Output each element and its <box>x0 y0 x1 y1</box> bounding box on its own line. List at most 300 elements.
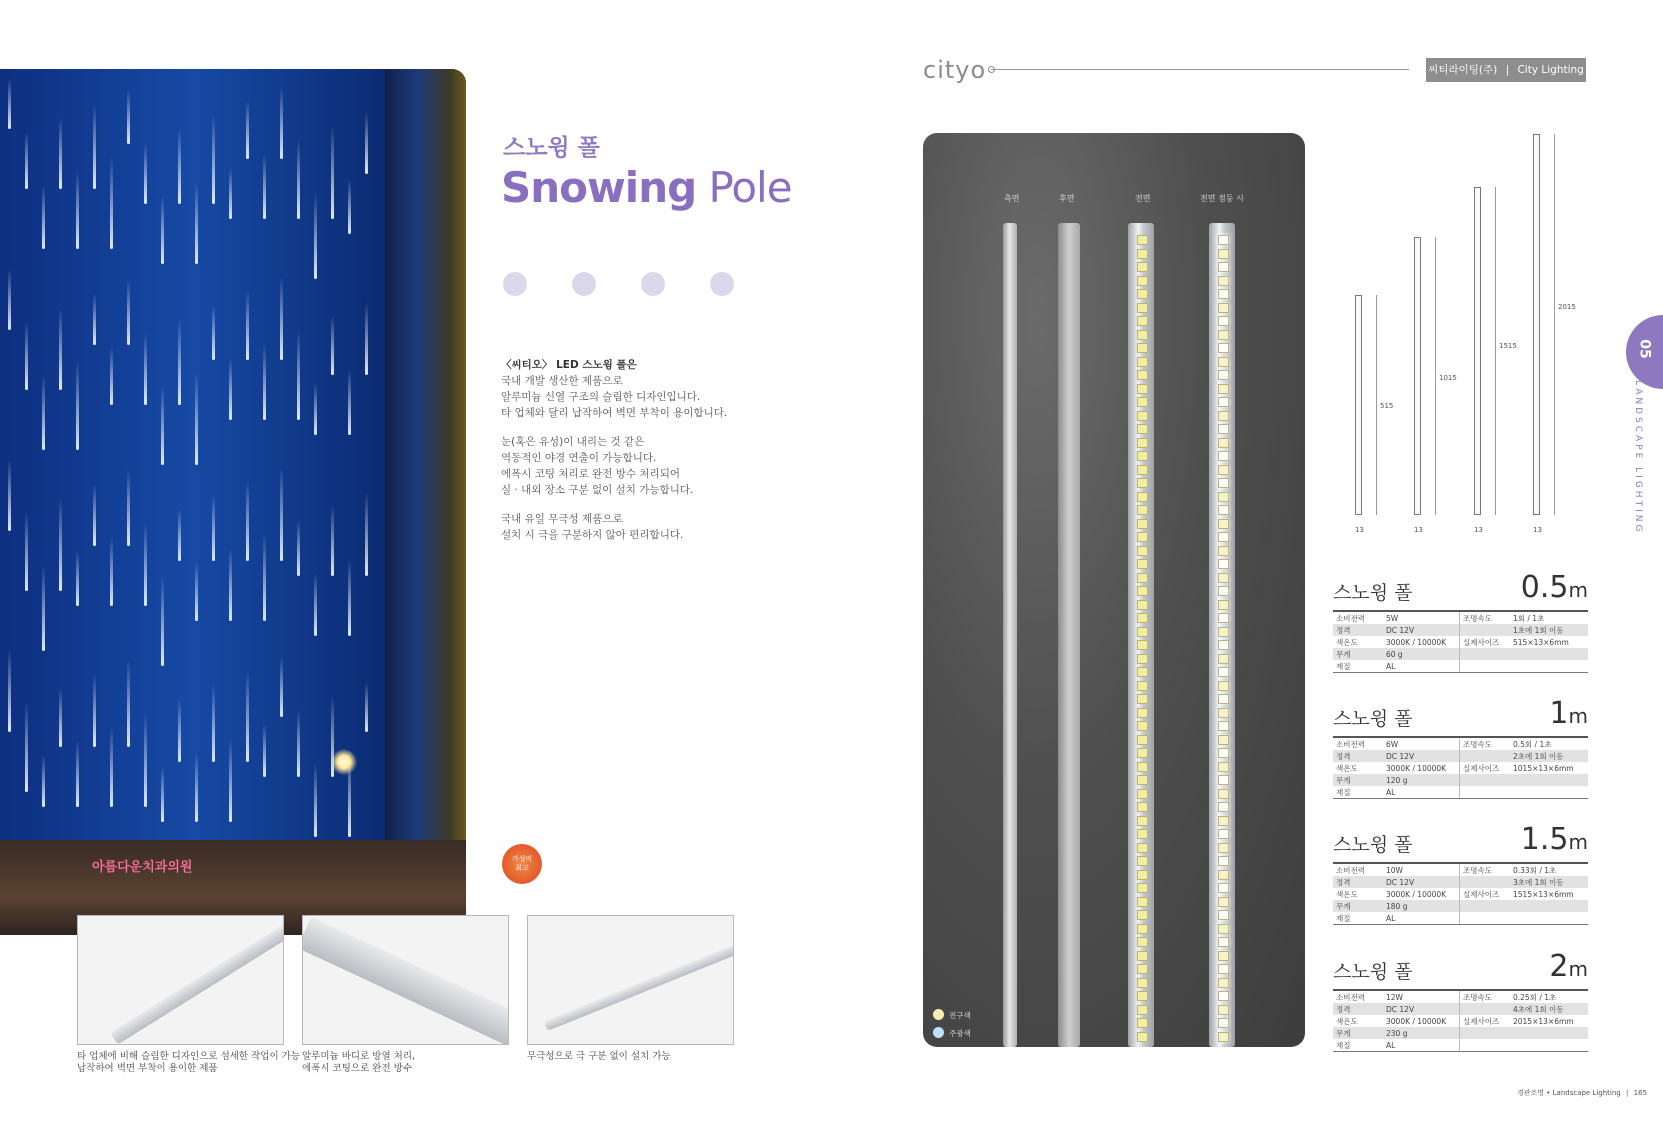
spec-value: DC 12V <box>1383 1003 1460 1015</box>
snowfall-light <box>161 766 164 822</box>
snowfall-light <box>42 565 45 651</box>
led-chip <box>1137 478 1148 488</box>
led-chip <box>1218 681 1229 691</box>
spec-key: 정격 <box>1333 876 1383 888</box>
intro-paragraph <box>501 357 727 421</box>
snowfall-light <box>246 481 249 561</box>
decor-dot <box>503 272 527 296</box>
spec-value: 3000K / 10000K <box>1383 636 1460 648</box>
led-chip <box>1218 627 1229 637</box>
spec-row <box>1333 786 1588 799</box>
spec-value: 3초에 1회 이동 <box>1510 876 1588 888</box>
led-chip <box>1137 397 1148 407</box>
led-chip <box>1218 613 1229 623</box>
led-chip <box>1137 505 1148 515</box>
led-chip <box>1137 1018 1148 1028</box>
led-chip <box>1218 424 1229 434</box>
led-chip <box>1218 249 1229 259</box>
led-chip <box>1218 640 1229 650</box>
spec-size-number: 1 <box>1549 696 1569 731</box>
led-chip <box>1218 573 1229 583</box>
spec-value: 60 g <box>1383 648 1460 660</box>
snowfall-light <box>25 512 28 591</box>
snowfall-light <box>144 143 147 204</box>
spec-row <box>1333 750 1588 762</box>
value-badge <box>502 844 542 884</box>
snowfall-light <box>212 115 215 204</box>
text-line: 알루미늄 신열 구조의 슬림한 디자인입니다. <box>501 391 701 403</box>
snowfall-light <box>365 302 368 375</box>
spec-value: 12W <box>1383 990 1460 1003</box>
led-chip <box>1218 303 1229 313</box>
led-chip <box>1137 654 1148 664</box>
thumbnail-slim-design <box>77 915 284 1045</box>
snowfall-light <box>161 196 164 264</box>
led-chip <box>1218 370 1229 380</box>
led-chip <box>1137 978 1148 988</box>
brand-separator: | <box>1505 64 1510 76</box>
legend-warm-label: 전구색 <box>949 1011 971 1020</box>
led-chip <box>1137 370 1148 380</box>
led-chip <box>1137 762 1148 772</box>
spec-value: 5W <box>1383 611 1460 624</box>
spec-value <box>1510 774 1588 786</box>
led-chip <box>1218 897 1229 907</box>
spec-value: 1회 / 1초 <box>1513 613 1545 623</box>
spec-value <box>1510 912 1588 925</box>
led-chip <box>1137 721 1148 731</box>
snowfall-light <box>195 752 198 822</box>
brand-english: City Lighting <box>1517 64 1584 76</box>
snowfall-light <box>297 330 300 420</box>
led-chip <box>1137 829 1148 839</box>
diagram-pole-2015 <box>1533 134 1540 515</box>
spec-key: 재질 <box>1333 660 1383 673</box>
spec-key <box>1460 1003 1511 1015</box>
spec-value: 3000K / 10000K <box>1383 762 1460 774</box>
spec-size <box>1521 822 1588 857</box>
snowfall-light <box>93 674 96 747</box>
pole-bar <box>302 917 509 1045</box>
led-chip <box>1218 262 1229 272</box>
snowfall-light <box>314 193 317 279</box>
dimension-height: 1515 <box>1499 342 1517 350</box>
spec-key: 조명속도 <box>1463 739 1492 749</box>
snowfall-light <box>246 101 249 159</box>
diagram-pole-1015 <box>1414 237 1421 515</box>
spec-key: 정격 <box>1333 1003 1383 1015</box>
pole-bar <box>544 943 734 1031</box>
caption-line: 납작하여 벽면 부착이 용이한 제품 <box>77 1063 218 1074</box>
text-line: 눈(혹은 유성)이 내리는 것 같은 <box>501 436 645 448</box>
led-chip <box>1137 276 1148 286</box>
spec-key: 색온도 <box>1336 889 1358 899</box>
spec-value <box>1510 900 1588 912</box>
snowfall-light <box>263 724 266 777</box>
spec-value <box>1510 1039 1588 1052</box>
snowfall-light <box>212 305 215 360</box>
spec-value: AL <box>1383 912 1460 925</box>
snowfall-light <box>76 551 79 606</box>
product-title-korean: 스노윙 폴 <box>503 135 600 161</box>
spec-row <box>1333 611 1588 624</box>
snowfall-light <box>144 713 147 807</box>
spec-row <box>1333 1003 1588 1015</box>
snowfall-light <box>365 112 368 174</box>
led-chip <box>1137 870 1148 880</box>
spec-value: 180 g <box>1383 900 1460 912</box>
view-label-front: 전면 <box>1135 194 1151 203</box>
dimension-height: 515 <box>1380 402 1394 410</box>
dimension-line <box>1554 134 1555 515</box>
snowfall-light <box>263 154 266 219</box>
spec-size-unit: m <box>1568 578 1588 602</box>
spec-value <box>1510 1027 1588 1039</box>
spec-key: 재질 <box>1333 786 1383 799</box>
snowfall-light <box>229 548 232 621</box>
snowfall-light <box>331 506 334 576</box>
spec-value: 4초에 1회 이동 <box>1510 1003 1588 1015</box>
pole-side-view <box>1003 223 1017 1047</box>
spec-key: 실제사이즈 <box>1463 763 1500 773</box>
led-chip <box>1137 816 1148 826</box>
led-chip <box>1137 451 1148 461</box>
snowfall-light <box>127 90 130 144</box>
caption-line: 에폭시 코팅으로 완전 방수 <box>302 1063 413 1074</box>
decor-dot <box>710 272 734 296</box>
spec-table <box>1333 610 1588 673</box>
led-chip <box>1137 438 1148 448</box>
snowfall-light <box>348 369 351 435</box>
snowfall-light <box>280 277 283 360</box>
snowfall-light <box>59 688 62 747</box>
led-chip <box>1218 1032 1229 1042</box>
led-chip <box>1137 532 1148 542</box>
led-chip <box>1218 532 1229 542</box>
led-chip <box>1137 411 1148 421</box>
caption-line: 무극성으로 극 구분 없이 설치 가능 <box>527 1051 671 1062</box>
led-chip <box>1218 600 1229 610</box>
spec-value: 3000K / 10000K <box>1383 888 1460 900</box>
led-chip <box>1137 1032 1148 1042</box>
snowfall-light <box>93 104 96 189</box>
pole-bar <box>110 921 284 1044</box>
snowfall-light <box>348 179 351 234</box>
snowfall-light <box>280 87 283 159</box>
pole-back-view <box>1058 223 1080 1047</box>
led-chip <box>1218 505 1229 515</box>
led-chip <box>1137 681 1148 691</box>
spec-row <box>1333 762 1588 774</box>
led-chip <box>1137 546 1148 556</box>
led-chip <box>1218 654 1229 664</box>
dimension-line <box>1495 187 1496 515</box>
view-label-back: 후면 <box>1059 194 1075 203</box>
led-chip <box>1218 870 1229 880</box>
led-chip <box>1137 883 1148 893</box>
led-chip <box>1137 492 1148 502</box>
snowfall-light <box>246 291 249 360</box>
polarity-paragraph <box>501 511 683 543</box>
spec-value: 1초에 1회 이동 <box>1510 624 1588 636</box>
snowfall-light <box>365 492 368 576</box>
led-chip <box>1137 316 1148 326</box>
side-tower <box>385 69 466 869</box>
led-chip <box>1218 748 1229 758</box>
led-chip <box>1137 627 1148 637</box>
spec-key: 무게 <box>1333 774 1383 786</box>
spec-key: 색온도 <box>1336 1016 1358 1026</box>
led-chip <box>1218 492 1229 502</box>
spec-size-unit: m <box>1568 830 1588 854</box>
led-chip <box>1137 843 1148 853</box>
led-chip <box>1137 789 1148 799</box>
led-chip <box>1218 856 1229 866</box>
dimension-height: 1015 <box>1439 374 1457 382</box>
snowfall-light <box>297 710 300 777</box>
product-views-photo <box>923 133 1305 1047</box>
legend-warm-dot <box>933 1009 944 1020</box>
spec-key <box>1460 900 1511 912</box>
snowfall-light <box>76 361 79 450</box>
spec-key: 조명속도 <box>1463 992 1492 1002</box>
spec-key: 무게 <box>1333 900 1383 912</box>
legend-daylight-dot <box>933 1027 944 1038</box>
snowfall-light <box>76 171 79 249</box>
spec-size <box>1521 570 1588 605</box>
spec-row <box>1333 990 1588 1003</box>
snowfall-light <box>263 344 266 420</box>
led-chip <box>1218 276 1229 286</box>
snowfall-light <box>314 383 317 435</box>
footer-section: 경관조명 • Landscape Lighting <box>1517 1089 1621 1097</box>
snowfall-light <box>263 534 266 621</box>
effect-paragraph <box>501 434 693 498</box>
spec-value: 0.33회 / 1초 <box>1513 865 1557 875</box>
snowfall-light <box>178 509 181 561</box>
text-line: 국내 유일 무극성 제품으로 <box>501 513 623 525</box>
snowfall-light <box>229 168 232 219</box>
spec-value: AL <box>1383 1039 1460 1052</box>
led-chip <box>1218 829 1229 839</box>
led-chip <box>1218 667 1229 677</box>
spec-row <box>1333 636 1588 648</box>
snowfall-light <box>178 319 181 405</box>
snowfall-light <box>178 699 181 762</box>
spec-row <box>1333 660 1588 673</box>
led-chip <box>1218 357 1229 367</box>
led-chip <box>1137 910 1148 920</box>
spec-key <box>1460 786 1511 799</box>
spec-key: 정격 <box>1333 624 1383 636</box>
spec-table <box>1333 862 1588 925</box>
diagram-pole-1515 <box>1474 187 1481 515</box>
led-chip <box>1218 519 1229 529</box>
spec-value: AL <box>1383 786 1460 799</box>
snowfall-light <box>127 660 130 747</box>
snowfall-light <box>144 523 147 606</box>
led-chip <box>1137 802 1148 812</box>
dimension-width: 13 <box>1474 526 1483 534</box>
header-rule <box>991 69 1409 70</box>
brand-label <box>1426 58 1586 82</box>
led-chip <box>1218 343 1229 353</box>
dimension-height: 2015 <box>1558 303 1576 311</box>
caption-aluminum-body <box>302 1051 415 1075</box>
led-chip <box>1137 235 1148 245</box>
led-chip <box>1218 843 1229 853</box>
spec-block <box>1333 696 1588 804</box>
spec-key <box>1460 624 1511 636</box>
led-chip <box>1218 586 1229 596</box>
snowfall-light <box>42 375 45 450</box>
spec-value: 1515×13×6mm <box>1513 889 1574 899</box>
spec-value: 3000K / 10000K <box>1383 1015 1460 1027</box>
led-chip <box>1137 775 1148 785</box>
snowfall-light <box>297 140 300 219</box>
page-footer <box>1517 1088 1647 1098</box>
led-chip <box>1137 586 1148 596</box>
led-chip <box>1218 1005 1229 1015</box>
spec-row <box>1333 737 1588 750</box>
spec-size <box>1549 696 1588 731</box>
spec-key: 실제사이즈 <box>1463 637 1500 647</box>
snowfall-light <box>110 157 113 249</box>
led-chip <box>1137 924 1148 934</box>
spec-row <box>1333 876 1588 888</box>
spec-size-number: 0.5 <box>1520 570 1569 605</box>
decor-dot <box>572 272 596 296</box>
spec-key <box>1460 912 1511 925</box>
street-lamp <box>331 749 357 775</box>
spec-value: DC 12V <box>1383 876 1460 888</box>
led-chip <box>1218 937 1229 947</box>
spec-value <box>1510 786 1588 799</box>
snowfall-light <box>365 682 368 732</box>
snowfall-light <box>195 182 198 264</box>
led-chip <box>1218 883 1229 893</box>
dimension-width: 13 <box>1355 526 1364 534</box>
led-chip <box>1137 262 1148 272</box>
snowfall-light <box>93 484 96 546</box>
led-chip <box>1137 748 1148 758</box>
snowfall-light <box>42 185 45 249</box>
snowfall-light <box>348 559 351 636</box>
snowfall-light <box>8 459 11 531</box>
led-chip <box>1137 303 1148 313</box>
chapter-number: 05 <box>1636 339 1653 359</box>
led-chip <box>1218 694 1229 704</box>
dimension-width: 13 <box>1533 526 1542 534</box>
spec-key <box>1460 774 1511 786</box>
snowfall-light <box>195 372 198 465</box>
caption-line: 알루미늄 바디로 방열 처리, <box>302 1051 416 1062</box>
store-sign: 아름다운치과의원 <box>92 860 193 875</box>
snowfall-light <box>110 347 113 405</box>
led-chip <box>1137 897 1148 907</box>
spec-key: 정격 <box>1333 750 1383 762</box>
led-chip <box>1137 1005 1148 1015</box>
spec-key <box>1460 1027 1511 1039</box>
snowfall-light <box>161 576 164 666</box>
text-line: 실 · 내외 장소 구분 없이 설치 가능합니다. <box>501 484 694 496</box>
snowfall-light <box>42 755 45 807</box>
led-chip <box>1218 397 1229 407</box>
led-chip <box>1218 951 1229 961</box>
snowfall-light <box>161 386 164 465</box>
spec-key <box>1460 648 1511 660</box>
spec-table <box>1333 736 1588 799</box>
spec-key <box>1460 750 1511 762</box>
diagram-pole-515 <box>1355 295 1362 515</box>
caption-nonpolar <box>527 1051 671 1063</box>
glass-tower <box>0 69 385 869</box>
led-chip <box>1218 316 1229 326</box>
spec-key: 색온도 <box>1336 763 1358 773</box>
led-chip <box>1218 964 1229 974</box>
text-line: 타 업체와 달리 납작하여 벽면 부착이 용이합니다. <box>501 407 728 419</box>
led-chip <box>1137 640 1148 650</box>
snowfall-light <box>25 322 28 390</box>
spec-size-unit: m <box>1568 957 1588 981</box>
led-chip <box>1137 600 1148 610</box>
text-line: 에폭시 코팅 처리로 완전 방수 처리되어 <box>501 468 680 480</box>
led-chip <box>1218 762 1229 772</box>
led-chip <box>1218 708 1229 718</box>
led-chip <box>1218 924 1229 934</box>
spec-value: DC 12V <box>1383 624 1460 636</box>
led-chip <box>1137 289 1148 299</box>
size-diagram <box>1350 130 1576 540</box>
spec-key: 재질 <box>1333 912 1383 925</box>
text-line: 국내 개발 생산한 제품으로 <box>501 375 623 387</box>
view-label-side: 측면 <box>1004 194 1020 203</box>
led-chip <box>1137 735 1148 745</box>
led-chip <box>1218 411 1229 421</box>
led-chip <box>1218 802 1229 812</box>
snowfall-light <box>178 129 181 204</box>
snowfall-light <box>93 294 96 345</box>
spec-name: 스노윙 폴 <box>1333 708 1413 730</box>
spec-name: 스노윙 폴 <box>1333 961 1413 983</box>
snowfall-light <box>127 470 130 546</box>
spec-block <box>1333 822 1588 930</box>
spec-key: 실제사이즈 <box>1463 889 1500 899</box>
spec-key: 소비전력 <box>1336 613 1365 623</box>
spec-row <box>1333 648 1588 660</box>
spec-row <box>1333 888 1588 900</box>
snowfall-light <box>144 333 147 405</box>
snowfall-light <box>8 79 11 129</box>
pole-front-view <box>1128 223 1154 1047</box>
led-chip <box>1137 519 1148 529</box>
spec-key: 조명속도 <box>1463 865 1492 875</box>
led-chip <box>1218 721 1229 731</box>
snowfall-light <box>8 649 11 732</box>
led-chip <box>1137 330 1148 340</box>
snowfall-light <box>110 537 113 606</box>
led-chip <box>1218 235 1229 245</box>
spec-value: 1015×13×6mm <box>1513 763 1574 773</box>
spec-row <box>1333 1027 1588 1039</box>
spec-value: 2초에 1회 이동 <box>1510 750 1588 762</box>
led-chip <box>1218 451 1229 461</box>
spec-row <box>1333 900 1588 912</box>
spec-value: 0.25회 / 1초 <box>1513 992 1557 1002</box>
spec-size-number: 1.5 <box>1520 822 1569 857</box>
snowfall-light <box>280 467 283 561</box>
snowfall-light <box>8 269 11 330</box>
